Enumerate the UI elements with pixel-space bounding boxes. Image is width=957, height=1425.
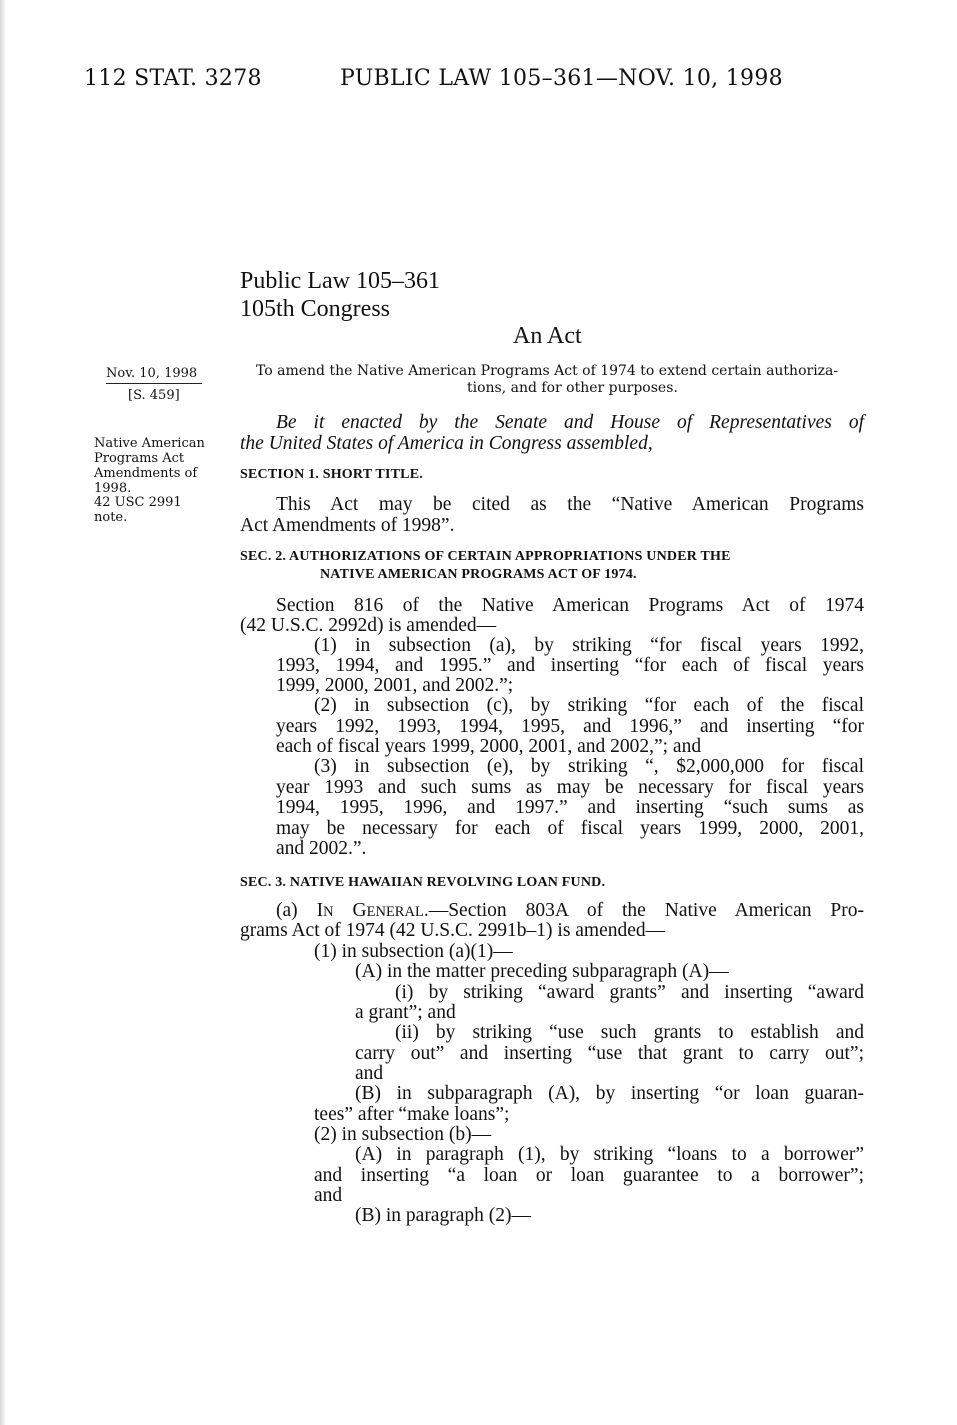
enacting-clause-line-1: Be it enacted by the Senate and House of Representatives of <box>276 412 864 433</box>
section-2-text-line: 1993, 1994, and 1995.” and inserting “for each of fiscal years <box>276 655 864 676</box>
public-law-title: Public Law 105–361 <box>240 268 440 294</box>
section-3-text-line: and inserting “a loan or loan guarantee to a borrower”; <box>314 1165 864 1186</box>
section-3-text-line: (1) in subsection (a)(1)— <box>314 941 513 962</box>
enacting-clause-line-2: the United States of America in Congress assembled, <box>240 433 653 454</box>
section-2-heading-line-2: NATIVE AMERICAN PROGRAMS ACT OF 1974. <box>320 567 637 582</box>
margin-bill-number: [S. 459] <box>128 388 180 403</box>
section-3-text-line: (A) in the matter preceding subparagraph (A)— <box>355 961 729 982</box>
purpose-line-2: tions, and for other purposes. <box>467 380 678 396</box>
section-2-text-line: (42 U.S.C. 2992d) is amended— <box>240 615 497 636</box>
section-3-subsection-a-line: (a) IN GENERAL.—Section 803A of the Native American Pro- <box>276 900 864 921</box>
margin-note-line: 1998. <box>94 481 132 496</box>
section-1-heading: SECTION 1. SHORT TITLE. <box>240 467 423 482</box>
section-3-text-line: grams Act of 1974 (42 U.S.C. 2991b–1) is amended— <box>240 920 666 941</box>
section-2-heading-line-1: SEC. 2. AUTHORIZATIONS OF CERTAIN APPROPRIATIONS UNDER THE <box>240 549 731 564</box>
section-3-text-line: tees” after “make loans”; <box>314 1104 510 1125</box>
section-2-text-line: 1999, 2000, 2001, and 2002.”; <box>276 675 514 696</box>
margin-note-line: Amendments of <box>94 466 198 481</box>
congress-title: 105th Congress <box>240 296 390 322</box>
purpose-line-1: To amend the Native American Programs Act of 1974 to extend certain authoriza- <box>256 363 839 379</box>
margin-date: Nov. 10, 1998 <box>106 366 198 381</box>
section-3-text-line: (ii) by striking “use such grants to establish and <box>395 1022 864 1043</box>
section-2-text-line: years 1992, 1993, 1994, 1995, and 1996,” and inserting “for <box>276 716 864 737</box>
section-2-text-line: each of fiscal years 1999, 2000, 2001, and 2002,”; and <box>276 736 702 757</box>
section-1-line-2: Act Amendments of 1998”. <box>240 515 455 536</box>
section-2-text-line: (2) in subsection (c), by striking “for each of the fiscal <box>314 695 864 716</box>
section-2-text-line: may be necessary for each of fiscal years 1999, 2000, 2001, <box>276 818 864 839</box>
section-2-text-line: 1994, 1995, 1996, and 1997.” and inserting “such sums as <box>276 797 864 818</box>
section-1-line-1: This Act may be cited as the “Native American Programs <box>276 494 864 515</box>
section-3-text-line: (2) in subsection (b)— <box>314 1124 492 1145</box>
page-stat-number: 112 STAT. 3278 <box>84 66 262 91</box>
section-3-heading: SEC. 3. NATIVE HAWAIIAN REVOLVING LOAN FUND. <box>240 875 606 890</box>
scan-edge-shadow <box>0 0 6 1425</box>
margin-note-line: Programs Act <box>94 451 185 466</box>
section-2-text-line: Section 816 of the Native American Programs Act of 1974 <box>276 595 864 616</box>
section-3-text-line: (A) in paragraph (1), by striking “loans to a borrower” <box>355 1144 864 1165</box>
margin-note-line: 42 USC 2991 <box>94 495 182 510</box>
section-3-text-line: and <box>314 1185 343 1206</box>
section-3-text-line: a grant”; and <box>355 1002 456 1023</box>
margin-note-line: Native American <box>94 436 205 451</box>
section-3-text-line: carry out” and inserting “use that grant to carry out”; <box>355 1043 864 1064</box>
section-3-text-line: (B) in paragraph (2)— <box>355 1205 531 1226</box>
margin-rule <box>106 383 202 384</box>
margin-note-line: note. <box>94 510 128 525</box>
section-3-text-line: (B) in subparagraph (A), by inserting “or loan guaran- <box>355 1083 864 1104</box>
section-2-text-line: (1) in subsection (a), by striking “for fiscal years 1992, <box>314 635 864 656</box>
section-2-text-line: year 1993 and such sums as may be necessary for fiscal years <box>276 777 864 798</box>
section-3-text-line: and <box>355 1063 384 1084</box>
running-header: PUBLIC LAW 105–361—NOV. 10, 1998 <box>340 66 783 91</box>
section-2-text-line: (3) in subsection (e), by striking “, $2,000,000 for fiscal <box>314 756 864 777</box>
section-3-text-line: (i) by striking “award grants” and inserting “award <box>395 982 864 1003</box>
act-heading: An Act <box>513 323 582 349</box>
section-2-text-line: and 2002.”. <box>276 838 367 859</box>
